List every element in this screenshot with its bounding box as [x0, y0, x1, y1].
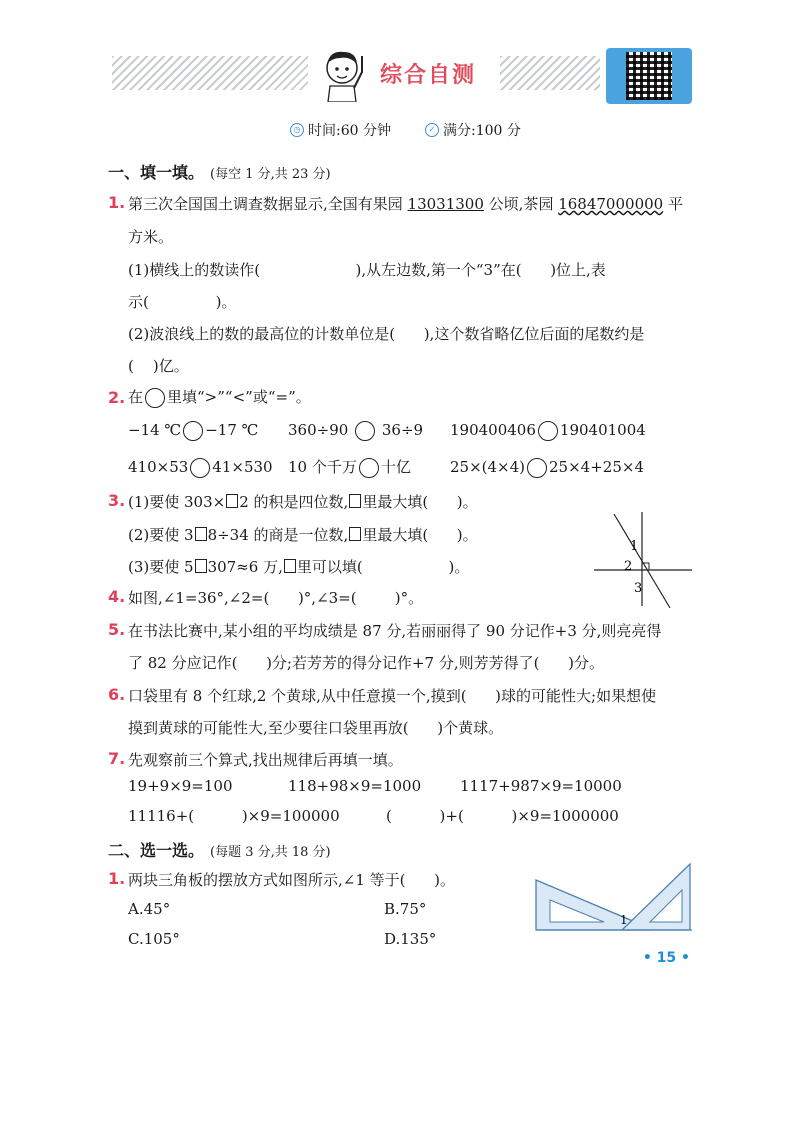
q1-line6: ( )亿。	[128, 357, 189, 375]
q3-text: 里最大填( )。	[362, 526, 478, 544]
triangle-rulers-figure	[532, 860, 696, 936]
q3-text: 307≈6 万,	[207, 558, 283, 576]
clock-icon: ◷	[290, 123, 304, 137]
cartoon-boy-icon	[316, 42, 372, 102]
check-icon: ✓	[425, 123, 439, 137]
q7-number: 7.	[108, 749, 126, 768]
q1-wavy-number: 16847000000	[558, 195, 664, 213]
q3-line1	[128, 491, 478, 512]
q2-head-b: 里填“>”“<”或“=”。	[167, 388, 311, 406]
q3-text: 里可以填( )。	[296, 558, 470, 576]
q1-line4: 示( )。	[128, 293, 237, 311]
time-text: 时间:60 分钟	[308, 123, 391, 139]
q7-examples	[128, 777, 622, 795]
score-text: 满分:100 分	[443, 123, 521, 139]
q3-number: 3.	[108, 491, 126, 510]
section-1-heading	[108, 160, 331, 183]
q7-example-3: 1117+987×9=10000	[460, 777, 622, 795]
q5-number: 5.	[108, 620, 126, 639]
q7-line1: 先观察前三个算式,找出规律后再填一填。	[128, 751, 403, 769]
q3-line3	[128, 556, 469, 577]
q4-text: 如图,∠1=36°,∠2=( )°,∠3=( )°。	[128, 589, 424, 607]
compare-blank[interactable]	[190, 458, 210, 478]
section-2-label: 二、选一选。	[108, 841, 205, 860]
compare-blank[interactable]	[355, 421, 375, 441]
q1-text-b: 公顷,茶园	[483, 195, 559, 213]
page-number: • 15 •	[642, 950, 690, 966]
option-b[interactable]: B.75°	[384, 900, 427, 918]
section-2-heading	[108, 838, 331, 861]
blank-box	[284, 559, 296, 573]
compare-left: 25×(4×4)	[450, 458, 526, 476]
compare-right: −17 ℃	[205, 421, 259, 439]
q7-blank-1: 11116+( )×9=100000	[128, 807, 340, 825]
time-info	[290, 120, 391, 140]
q1-text-a: 第三次全国国土调查数据显示,全国有果园	[128, 195, 408, 213]
q1-line3: (1)横线上的数读作( ),从左边数,第一个“3”在( )位上,表	[128, 261, 606, 279]
compare-left: 190400406	[450, 421, 536, 439]
blank-box	[195, 559, 207, 573]
blank-box	[349, 527, 361, 541]
compare-right: 190401004	[559, 421, 646, 439]
q3-text: (3)要使 5	[128, 558, 194, 576]
q3-text: (2)要使 3	[128, 526, 194, 544]
angle-label-2: 2	[624, 559, 633, 574]
q2-row1	[128, 421, 646, 441]
header-hatch-left	[112, 56, 308, 90]
compare-right: 41×530	[212, 458, 273, 476]
section-1-note: (每空 1 分,共 23 分)	[210, 167, 331, 182]
q2-head-a: 在	[128, 388, 144, 406]
q7-example-1: 19+9×9=100	[128, 777, 233, 795]
q1-underlined-number: 13031300	[407, 195, 484, 213]
compare-blank[interactable]	[538, 421, 558, 441]
q2-heading	[128, 386, 311, 408]
compare-left: 360÷90	[288, 421, 349, 439]
q1-line2: 方米。	[128, 228, 174, 246]
compare-circle-icon	[145, 388, 165, 408]
s2q1-text: 两块三角板的摆放方式如图所示,∠1 等于( )。	[128, 871, 455, 889]
q3-text: 8÷34 的商是一位数,	[207, 526, 349, 544]
q3-text: (1)要使 303×	[128, 493, 226, 511]
compare-right: 25×4+25×4	[549, 458, 644, 476]
blank-box	[226, 494, 238, 508]
q3-text: 2 的积是四位数,	[239, 493, 349, 511]
q6-number: 6.	[108, 685, 126, 704]
triangle-angle-label: 1	[620, 913, 628, 927]
q3-text: 里最大填( )。	[362, 493, 478, 511]
qr-code	[606, 48, 692, 104]
q2-number: 2.	[108, 388, 126, 407]
q1-line1	[128, 193, 683, 214]
s2q1-number: 1.	[108, 869, 126, 888]
compare-left: 10 个千万	[288, 458, 357, 476]
blank-box	[349, 494, 361, 508]
q5-line1: 在书法比赛中,某小组的平均成绩是 87 分,若丽丽得了 90 分记作+3 分,则亮亮得	[128, 622, 662, 640]
score-info	[425, 120, 521, 140]
q1-number: 1.	[108, 193, 126, 212]
header-hatch-right	[500, 56, 600, 90]
q3-line2	[128, 524, 478, 545]
q7-blanks	[128, 807, 619, 825]
q7-blank-2: ( )+( )×9=1000000	[386, 807, 619, 825]
q1-line5: (2)波浪线上的数的最高位的计数单位是( ),这个数省略亿位后面的尾数约是	[128, 325, 645, 343]
q5-line2: 了 82 分应记作( )分;若芳芳的得分记作+7 分,则芳芳得了( )分。	[128, 654, 604, 672]
option-d[interactable]: D.135°	[384, 930, 437, 948]
q1-text-c: 平	[663, 195, 683, 213]
angle-figure	[592, 508, 696, 612]
angle-label-3: 3	[634, 581, 643, 596]
q6-line2: 摸到黄球的可能性大,至少要往口袋里再放( )个黄球。	[128, 719, 504, 737]
compare-left: 410×53	[128, 458, 189, 476]
angle-label-1: 1	[630, 539, 639, 554]
section-1-label: 一、填一填。	[108, 163, 205, 182]
page-title: 综合自测	[380, 63, 477, 88]
compare-right: 36÷9	[381, 421, 424, 439]
q7-example-2: 118+98×9=1000	[288, 777, 422, 795]
q2-row2	[128, 456, 644, 478]
blank-box	[195, 527, 207, 541]
compare-left: −14 ℃	[128, 421, 182, 439]
compare-right: 十亿	[380, 458, 411, 476]
compare-blank[interactable]	[183, 421, 203, 441]
option-a[interactable]: A.45°	[128, 900, 171, 918]
option-c[interactable]: C.105°	[128, 930, 180, 948]
compare-blank[interactable]	[527, 458, 547, 478]
section-2-note: (每题 3 分,共 18 分)	[210, 845, 331, 860]
compare-blank[interactable]	[359, 458, 379, 478]
q4-number: 4.	[108, 587, 126, 606]
q6-line1: 口袋里有 8 个红球,2 个黄球,从中任意摸一个,摸到( )球的可能性大;如果想使	[128, 687, 657, 705]
